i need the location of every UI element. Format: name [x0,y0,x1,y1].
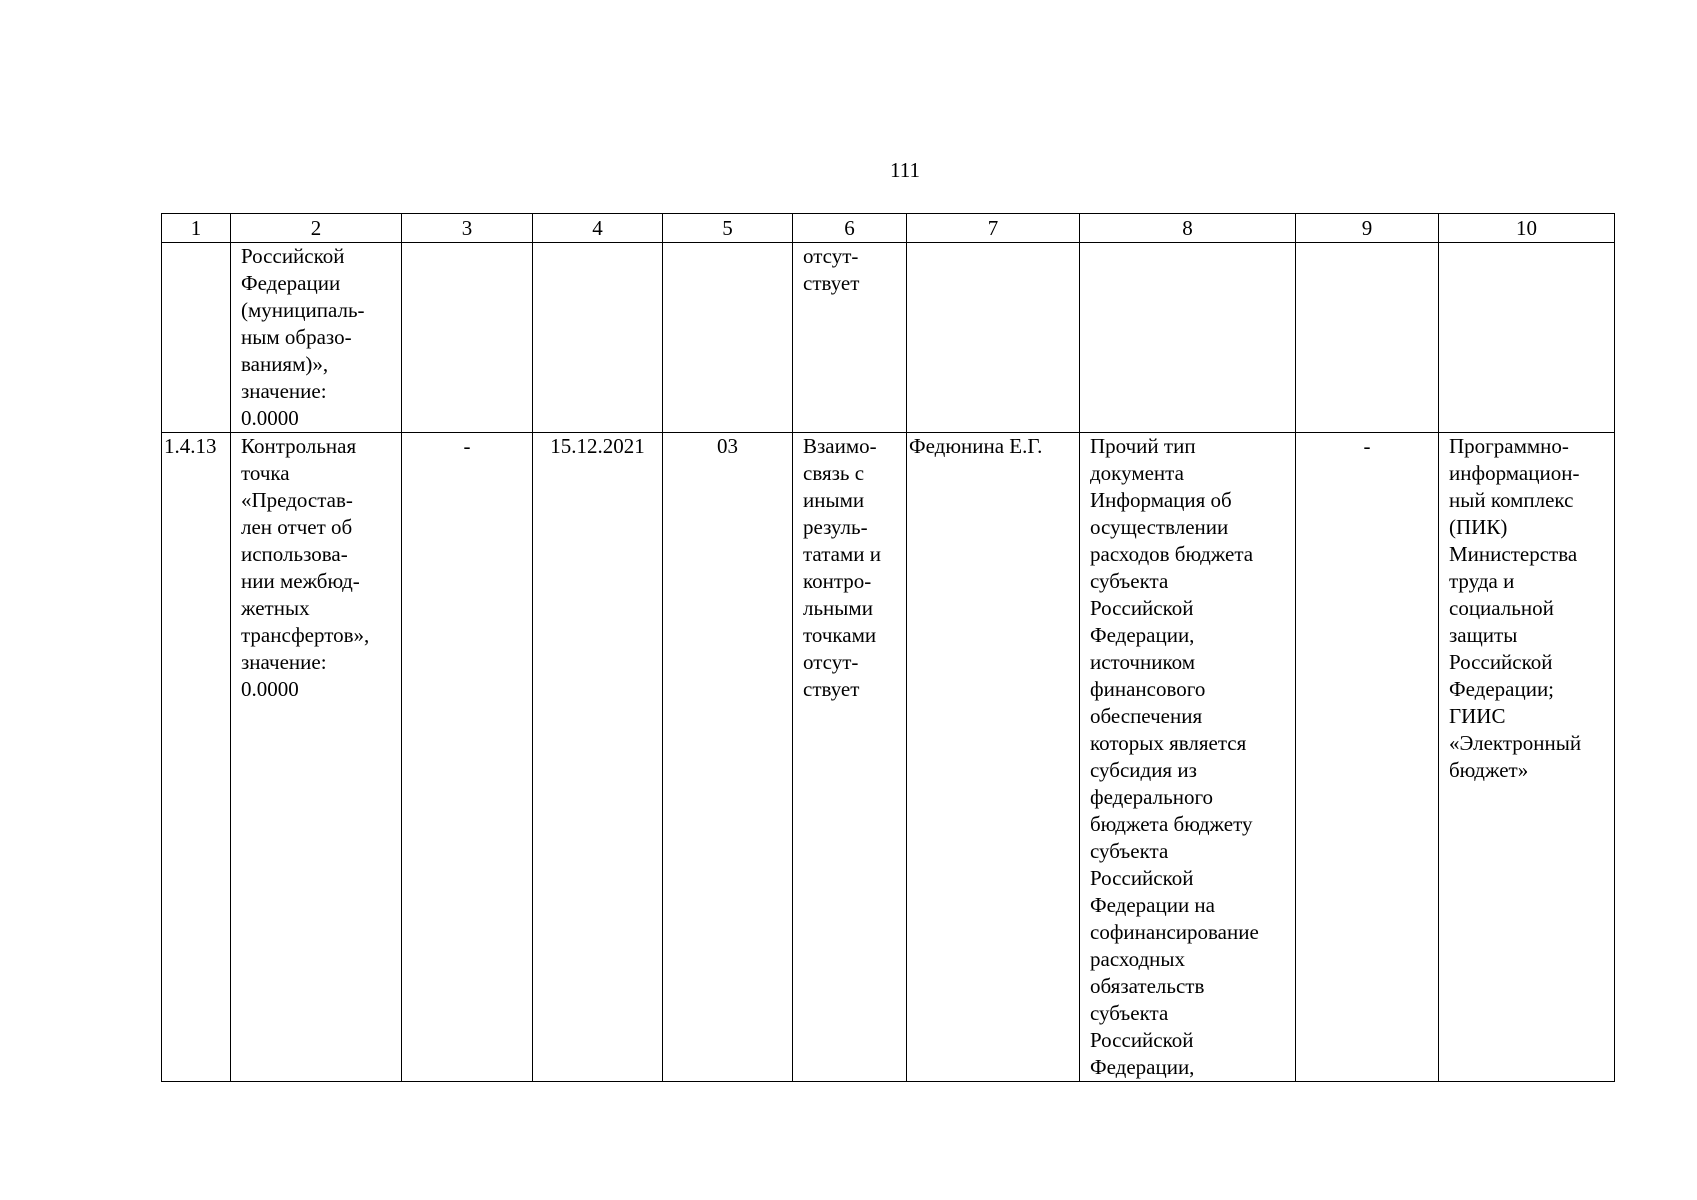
document-table [161,213,1615,1082]
table-header-row [162,214,1615,243]
table-cell [663,243,793,433]
table-cell-system: Программно- информацион- ный комплекс (ПИК) Министерства труда и социальной защиты Российской Федерации; ГИИС «Электронный бюджет» [1439,433,1615,1082]
column-header: 8 [1080,214,1296,243]
table-cell: - [1296,433,1439,1082]
column-header: 1 [162,214,231,243]
column-header: 6 [793,214,907,243]
table-cell-system [1439,243,1615,433]
table-cell-responsible: Федюнина Е.Г. [907,433,1080,1082]
column-header: 2 [231,214,402,243]
table-cell [1296,243,1439,433]
table-cell-document-type [1080,243,1296,433]
table-cell-responsible [907,243,1080,433]
column-header: 5 [663,214,793,243]
table-cell-date: 15.12.2021 [533,433,663,1082]
table-cell-number: 1.4.13 [162,433,231,1082]
table-cell-relation: отсут- ствует [793,243,907,433]
column-header: 4 [533,214,663,243]
table-cell: 03 [663,433,793,1082]
page-number: 111 [890,158,920,182]
table-cell-number [162,243,231,433]
column-header: 7 [907,214,1080,243]
table-cell-document-type: Прочий тип документа Информация об осуществлении расходов бюджета субъекта Российской Федерации, источником финансового обеспечения которых является субсидия из федерального бюджета бюджету субъекта Российской Федерации на софинансирование расходных обязательств субъекта Российской Федерации, [1080,433,1296,1082]
table-cell-name: Российской Федерации (муниципаль- ным образо- ваниям)», значение: 0.0000 [231,243,402,433]
column-header: 3 [402,214,533,243]
table-cell-relation: Взаимо- связь с иными резуль- татами и контро- льными точками отсут- ствует [793,433,907,1082]
table-row [162,433,1615,1082]
table-cell-name: Контрольная точка «Предостав- лен отчет об использова- нии межбюд- жетных трансфертов», значение: 0.0000 [231,433,402,1082]
column-header: 9 [1296,214,1439,243]
table-row [162,243,1615,433]
table-cell: - [402,433,533,1082]
table-cell-date [533,243,663,433]
column-header: 10 [1439,214,1615,243]
table-cell [402,243,533,433]
